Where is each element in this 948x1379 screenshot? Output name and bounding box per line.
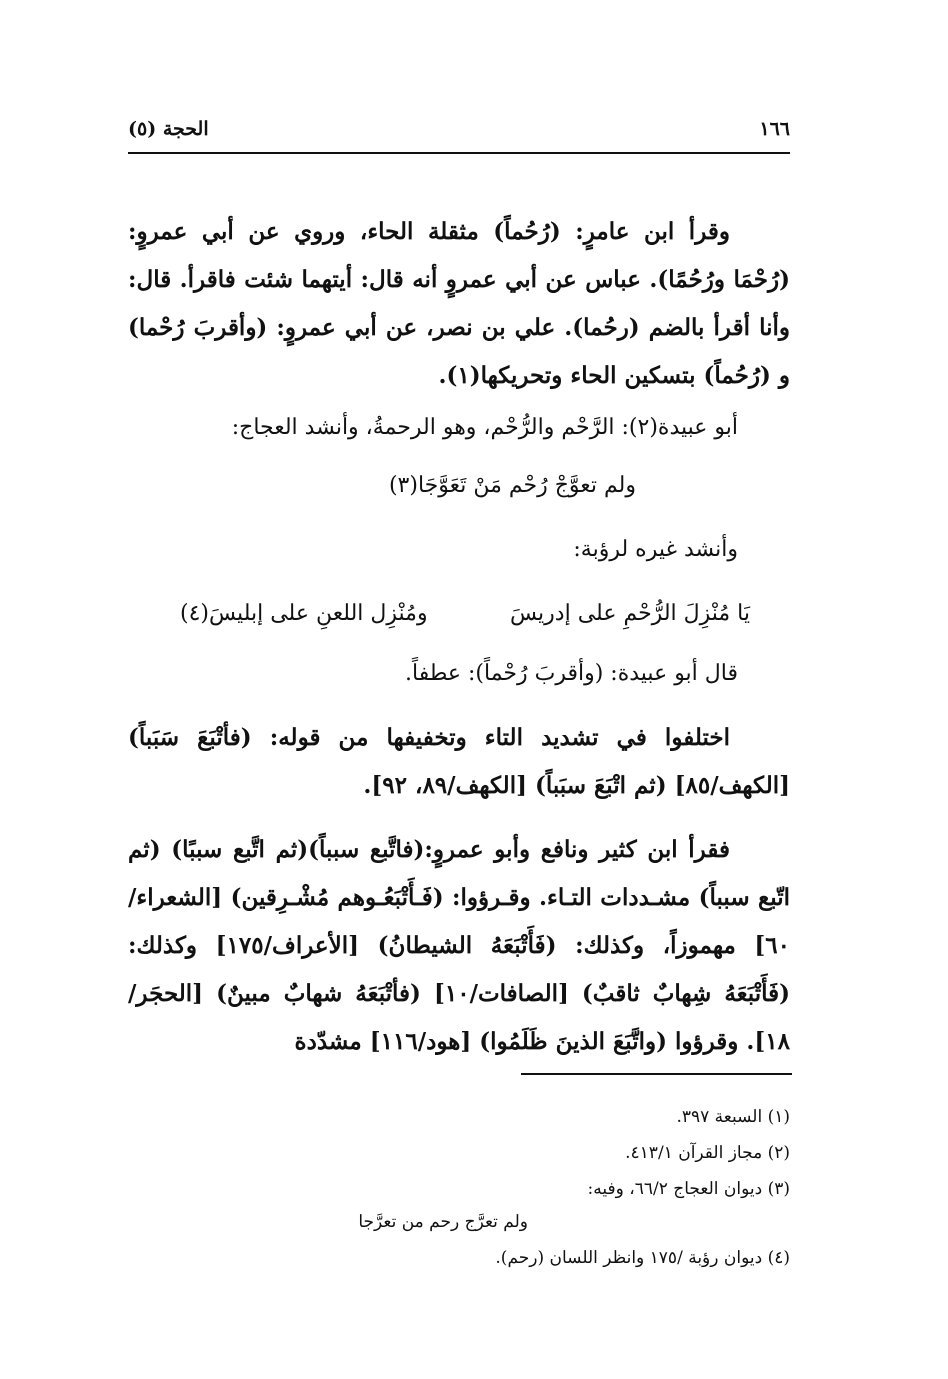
- paragraph-ibn-amir: وقرأ ابن عامرٍ: (رُحُماً) مثقلة الحاء، وروي عن أبي عمروٍ: (رُحْمَا ورُحُمًا). عباس عن أبي عمروٍ أنه قال: أيتهما شئت فاقرأ. قال: وأنا أقرأ بالضم (رحُما). علي بن نصر، عن أبي عمروٍ: (وأقربَ رُحْما) و (رُحُماً) بتسكين الحاء وتحريكها(١).: [128, 218, 790, 389]
- paragraph-anshad: وأنشد غيره لرؤبة:: [573, 537, 738, 562]
- paragraph-ikhtalafu: اختلفوا في تشديد التاء وتخفيفها من قوله: (فأتْبَعَ سَبَباً) [الكهف/٨٥] (ثم اتْبَعَ سبَباً) [الكهف/٨٩، ٩٢].: [128, 724, 790, 799]
- page-number: ١٦٦: [759, 118, 790, 140]
- paragraph-qal-abu-ubayda: قال أبو عبيدة: (وأقربَ رُحْماً): عطفاً.: [405, 661, 738, 686]
- footnote-3-verse: ولم تعرَّج رحم من تعرَّجا: [358, 1212, 528, 1232]
- footnote-1: (١) السبعة ٣٩٧.: [676, 1107, 790, 1127]
- paragraph-faqara: فقرأ ابن كثير ونافع وأبو عمروٍ:(فاتَّبع سبباً)(ثم اتَّبع سببًا) (ثم اتّبع سبباً) مشـددات التـاء. وقـرؤوا: (فَـأَتْبَعُـوهم مُشْـرِقين) [الشعراء/٦٠] مهموزاً، وكذلك: (فَأَتْبَعَهُ الشيطانُ) [الأعراف/١٧٥] وكذلك: (فَأَتْبَعَهُ شِهابٌ ثاقبٌ) [الصافات/١٠] (فأتْبَعَهُ شهابٌ مبينٌ) [الحجَر/١٨]. وقرؤوا (واتَّبَعَ الذينَ ظَلَمُوا) [هود/١١٦] مشدّدة: [128, 836, 790, 1055]
- verse-ajjaj: ولم تعوَّجْ رُحْم مَنْ تَعَوَّجَا(٣): [388, 473, 636, 498]
- header-rule: [128, 152, 790, 154]
- footnote-rule: [521, 1073, 792, 1075]
- verse-ruba-second-hemistich: ومُنْزِل اللعنِ على إبليسَ(٤): [180, 601, 428, 626]
- paragraph-abu-ubayda: أبو عبيدة(٢): الرَّحْم والرُّحْم، وهو الرحمةُ، وأنشد العجاج:: [231, 415, 738, 440]
- footnote-4: (٤) ديوان رؤبة /١٧٥ وانظر اللسان (رحم).: [495, 1248, 790, 1268]
- footnote-2: (٢) مجاز القرآن ٤١٣/١.: [625, 1143, 790, 1163]
- verse-ruba-first-hemistich: يَا مُنْزِلَ الرُّحْمِ على إدريسَ: [510, 601, 750, 626]
- footnote-3: (٣) ديوان العجاج ٦٦/٢، وفيه:: [587, 1179, 790, 1199]
- running-title: الحجة (٥): [128, 118, 209, 140]
